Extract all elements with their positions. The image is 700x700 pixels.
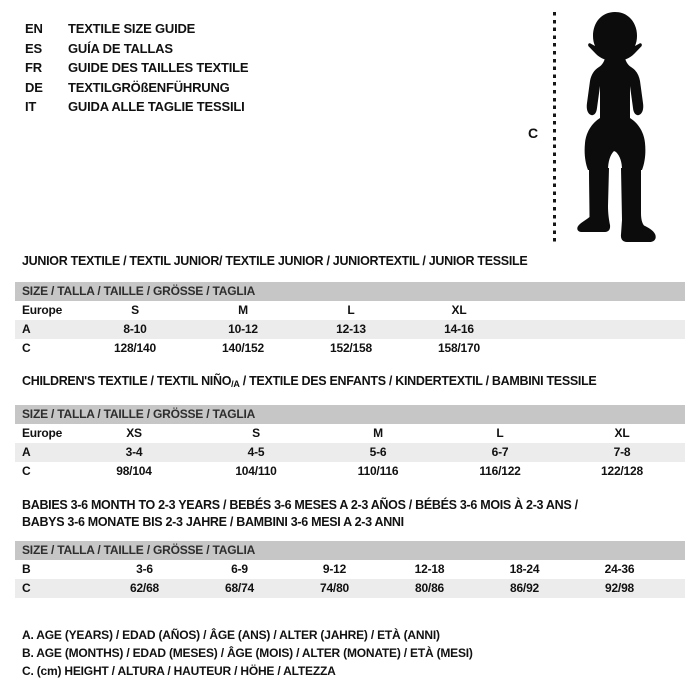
children-heading xyxy=(22,375,685,391)
children-heading-sub: /A xyxy=(231,379,240,389)
lang-row-it xyxy=(25,97,248,117)
height-cell: 158/170 xyxy=(438,341,480,355)
table-row xyxy=(15,560,685,579)
size-cell: XL xyxy=(451,303,467,317)
junior-textile-section xyxy=(15,255,685,358)
lang-title: TEXTILE SIZE GUIDE xyxy=(68,21,196,36)
babies-textile-section xyxy=(15,497,685,598)
age-cell: 10-12 xyxy=(228,322,258,336)
row-label: A xyxy=(22,445,31,459)
lang-code: EN xyxy=(25,21,43,36)
age-cell: 24-36 xyxy=(604,562,635,576)
row-label: Europe xyxy=(22,303,63,317)
babies-heading-line1: BABIES 3-6 MONTH TO 2-3 YEARS / BEBÉS 3-6 MESES A 2-3 AÑOS / BÉBÉS 3-6 MOIS À 2-3 ANS / xyxy=(22,498,578,512)
size-cell: L xyxy=(496,426,504,440)
size-cell: M xyxy=(373,426,383,440)
size-cell: L xyxy=(347,303,355,317)
language-title-list xyxy=(25,19,248,117)
height-cell: 86/92 xyxy=(509,581,540,595)
height-cell: 128/140 xyxy=(114,341,156,355)
height-cell: 62/68 xyxy=(129,581,160,595)
size-cell: XS xyxy=(126,426,142,440)
legend-line-c: C. (cm) HEIGHT / ALTURA / HAUTEUR / HÖHE / ALTEZZA xyxy=(22,664,336,678)
table-row xyxy=(15,443,685,462)
lang-title: GUIDE DES TAILLES TEXTILE xyxy=(68,60,249,75)
table-row xyxy=(15,424,685,443)
table-row xyxy=(15,320,685,339)
lang-row-es xyxy=(25,39,248,59)
children-heading-text: / TEXTILE DES ENFANTS / KINDERTEXTIL / BAMBINI TESSILE xyxy=(239,374,597,388)
lang-code: DE xyxy=(25,79,43,95)
age-cell: 4-5 xyxy=(247,445,265,459)
babies-heading-line2: BABYS 3-6 MONATE BIS 2-3 JAHRE / BAMBINI 3-6 MESI A 2-3 ANNI xyxy=(22,515,404,529)
height-cell: 74/80 xyxy=(319,581,350,595)
lang-title: TEXTILGRÖßENFÜHRUNG xyxy=(68,79,230,95)
row-label: B xyxy=(22,562,31,576)
legend-line-a: A. AGE (YEARS) / EDAD (AÑOS) / ÂGE (ANS) / ALTER (JAHRE) / ETÀ (ANNI) xyxy=(22,628,440,642)
measurement-legend xyxy=(22,626,473,680)
age-cell: 6-9 xyxy=(231,562,248,576)
height-cell: 80/86 xyxy=(414,581,445,595)
age-cell: 8-10 xyxy=(123,322,147,336)
height-cell: 68/74 xyxy=(224,581,255,595)
size-header-bar: SIZE / TALLA / TAILLE / GRÖSSE / TAGLIA xyxy=(15,405,685,424)
babies-heading xyxy=(22,497,685,531)
row-label: A xyxy=(22,322,31,336)
age-cell: 3-4 xyxy=(125,445,143,459)
lang-title: GUÍA DE TALLAS xyxy=(68,40,173,56)
lang-row-fr xyxy=(25,58,248,78)
row-label: C xyxy=(22,341,31,355)
table-row xyxy=(15,301,685,320)
height-cell: 110/116 xyxy=(357,464,399,478)
row-label: C xyxy=(22,464,31,478)
children-heading-text: CHILDREN'S TEXTILE / TEXTIL NIÑO xyxy=(22,374,232,388)
height-cell: 92/98 xyxy=(604,581,635,595)
children-textile-section xyxy=(15,375,685,481)
table-row xyxy=(15,579,685,598)
age-cell: 5-6 xyxy=(369,445,387,459)
size-cell: M xyxy=(238,303,248,317)
size-cell: S xyxy=(252,426,260,440)
toddler-silhouette-icon xyxy=(565,10,667,246)
age-cell: 9-12 xyxy=(322,562,347,576)
legend-line-b: B. AGE (MONTHS) / EDAD (MESES) / ÂGE (MOIS) / ALTER (MONATE) / ETÀ (MESI) xyxy=(22,646,473,660)
junior-heading: JUNIOR TEXTILE / TEXTIL JUNIOR/ TEXTILE JUNIOR / JUNIORTEXTIL / JUNIOR TESSILE xyxy=(22,254,528,268)
row-label: Europe xyxy=(22,426,63,440)
height-dotted-line-icon xyxy=(553,12,556,246)
height-cell: 140/152 xyxy=(222,341,264,355)
age-cell: 7-8 xyxy=(613,445,631,459)
height-cell: 116/122 xyxy=(479,464,521,478)
height-figure xyxy=(520,8,685,250)
size-header-bar: SIZE / TALLA / TAILLE / GRÖSSE / TAGLIA xyxy=(15,282,685,301)
height-measure-label: C xyxy=(528,125,539,141)
lang-code: ES xyxy=(25,40,42,56)
row-label: C xyxy=(22,581,31,595)
size-cell: S xyxy=(131,303,139,317)
size-cell: XL xyxy=(614,426,630,440)
height-cell: 122/128 xyxy=(601,464,643,478)
age-cell: 18-24 xyxy=(509,562,540,576)
table-row xyxy=(15,339,685,358)
age-cell: 12-13 xyxy=(336,322,366,336)
lang-code: FR xyxy=(25,60,42,75)
age-cell: 14-16 xyxy=(444,322,474,336)
lang-row-de xyxy=(25,78,248,98)
lang-title: GUIDA ALLE TAGLIE TESSILI xyxy=(68,99,245,114)
age-cell: 12-18 xyxy=(414,562,445,576)
height-cell: 152/158 xyxy=(330,341,372,355)
lang-row-en xyxy=(25,19,248,39)
table-row xyxy=(15,462,685,481)
age-cell: 3-6 xyxy=(136,562,153,576)
height-cell: 104/110 xyxy=(235,464,277,478)
lang-code: IT xyxy=(25,99,37,114)
age-cell: 6-7 xyxy=(491,445,509,459)
height-cell: 98/104 xyxy=(116,464,152,478)
size-header-bar: SIZE / TALLA / TAILLE / GRÖSSE / TAGLIA xyxy=(15,541,685,560)
